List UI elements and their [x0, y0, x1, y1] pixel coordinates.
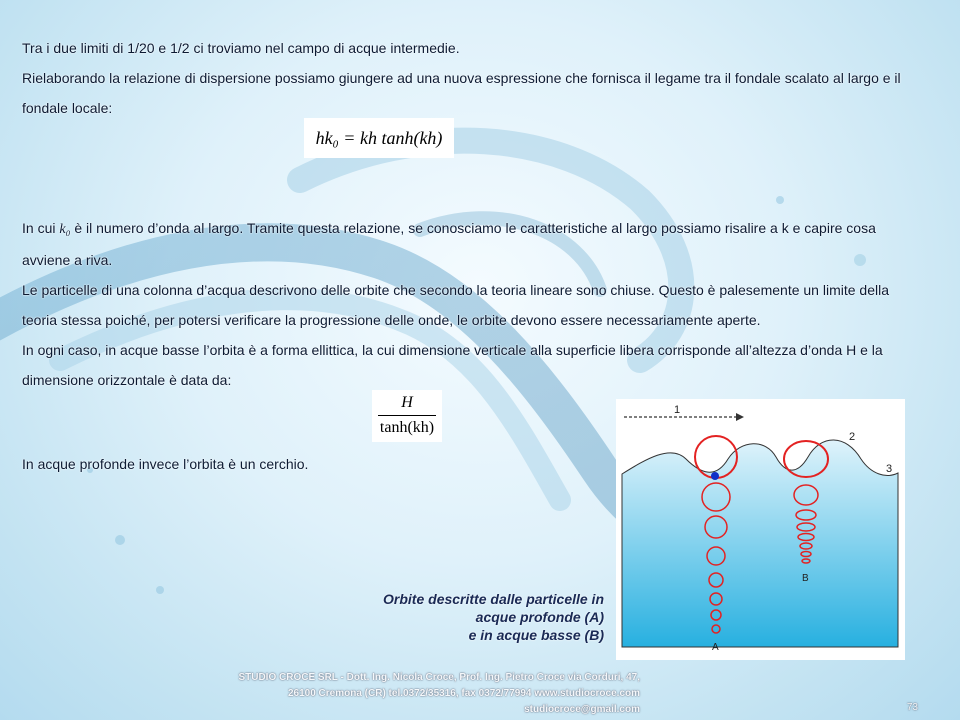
caption-line-3: e in acque basse (B): [468, 627, 604, 643]
caption-line-1: Orbite descritte dalle particelle in: [383, 591, 604, 607]
label-1: 1: [674, 404, 681, 416]
intro-paragraph: Tra i due limiti di 1/20 e 1/2 ci troviamo nel campo di acque intermedie. Rielaborando la relazione di dispersione possiamo giungere ad una nuova espressione che fornisca il legame tra il fondale scalato al largo e il fondale locale:: [22, 40, 901, 116]
horizontal-dimension-formula: [372, 390, 442, 442]
arrow-head: [736, 413, 744, 421]
dispersion-formula: hk₀ = kh tanh(kh): [304, 118, 454, 158]
footer-line-3: studiocroce@gmail.com: [524, 704, 640, 715]
footer: [130, 670, 640, 718]
paragraph-rest: è il numero d’onda al largo. Tramite questa relazione, se conosciamo le caratteristiche al largo possiamo risalire a k e capire cosa avviene a riva. Le particelle di una colonna d’acqua descrivono delle orbite che secondo la teoria lineare sono chiuse. Questo è palesemente un limite della teoria stessa poiché, per potersi verificare la progressione delle onde, le orbite devono essere necessariamente aperte. In ogni caso, in acque basse l’orbita è a forma ellittica, la cui dimensione verticale alla superficie libera corrisponde all’altezza d’onda H e la dimensione orizzontale è data da:: [22, 220, 889, 388]
explanation-paragraph: [22, 213, 922, 395]
figure-caption: [383, 590, 604, 644]
label-B: B: [802, 573, 809, 584]
water-body: [622, 440, 898, 647]
formula-denominator: tanh(kh): [379, 419, 435, 436]
caption-line-2: acque profonde (A): [475, 609, 604, 625]
label-2: 2: [849, 431, 856, 443]
label-3: 3: [886, 463, 893, 475]
footer-line-2: 26100 Cremona (CR) tel.0372/35316, fax 0372/77994 www.studiocroce.com: [287, 688, 640, 699]
formula-numerator: H: [401, 394, 413, 411]
particle-dot: [711, 472, 719, 480]
page-number: 73: [906, 702, 918, 713]
orbit-figure: [616, 399, 905, 660]
label-A: A: [712, 642, 719, 653]
paragraph-lead: In cui: [22, 220, 60, 236]
deep-water-paragraph: In acque profonde invece l’orbita è un cerchio.: [22, 456, 309, 472]
fraction-bar: [378, 415, 436, 416]
orbit-diagram: [616, 399, 905, 660]
k0-symbol: k₀: [59, 222, 71, 237]
footer-line-1: STUDIO CROCE SRL - Dott. Ing. Nicola Croce, Prof. Ing. Pietro Croce via Corduri, 47,: [238, 672, 640, 683]
